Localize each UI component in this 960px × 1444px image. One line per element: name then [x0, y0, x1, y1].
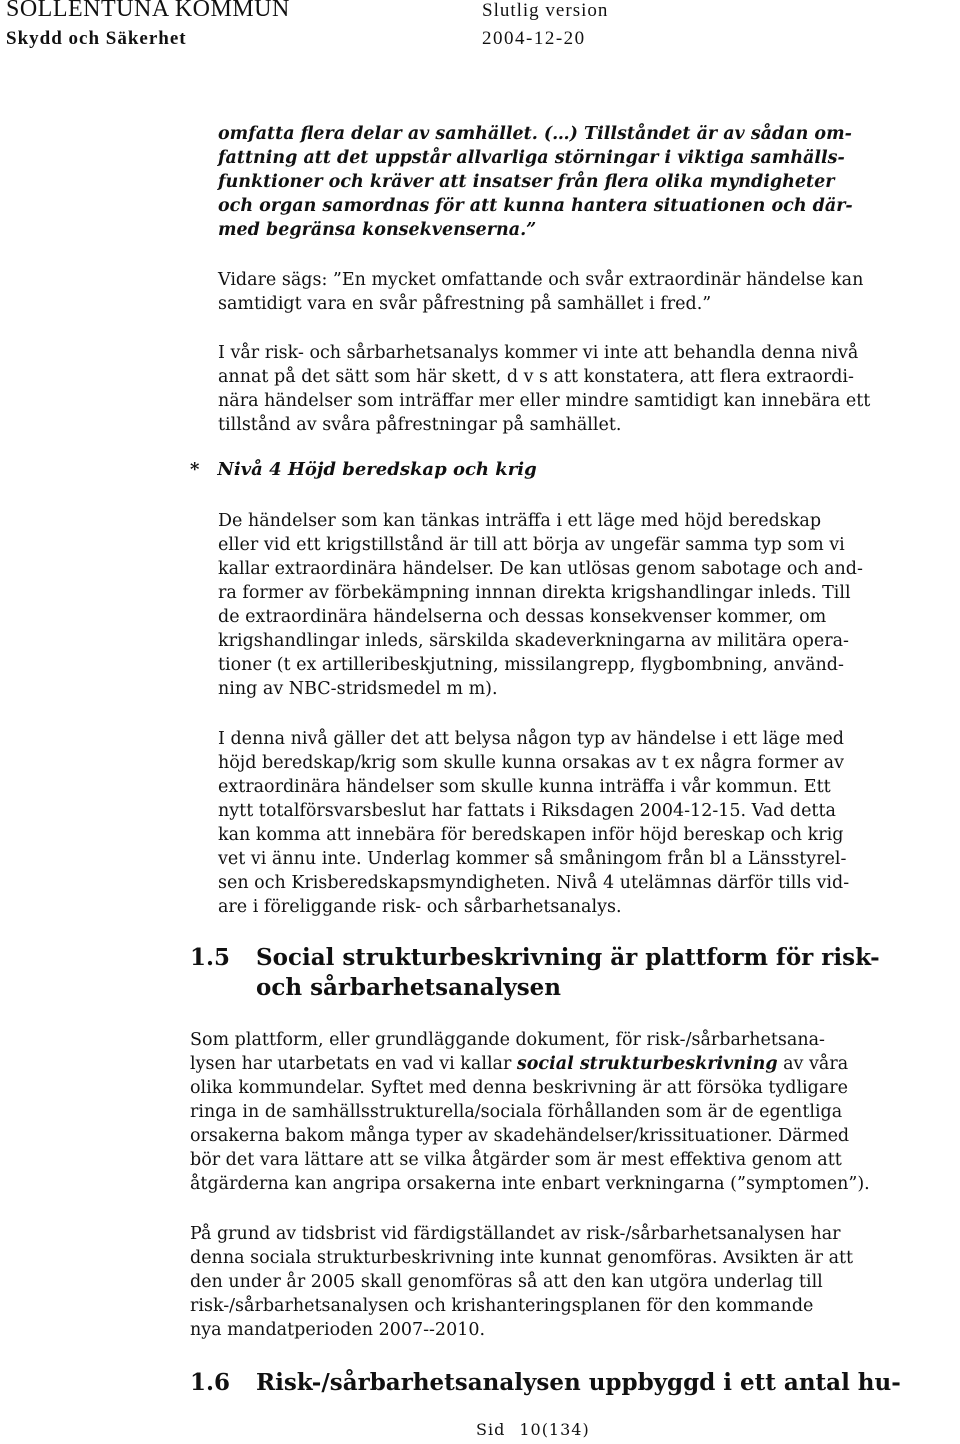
department-name: Skydd och Säkerhet — [6, 28, 187, 49]
text-line: och organ samordnas för att kunna hantera situationen och där- — [218, 196, 853, 216]
organization-name: SOLLENTUNA KOMMUN — [6, 0, 290, 22]
text-line: orsakerna bakom många typer av skadehändelser/krissituationer. Därmed — [190, 1126, 850, 1146]
text-line: fattning att det uppstår allvarliga störningar i viktiga samhälls- — [218, 148, 845, 168]
text-line: lysen har utarbetats en vad vi kallar social strukturbeskrivning av våra — [190, 1054, 849, 1074]
subheading-text: Nivå 4 Höjd beredskap och krig — [217, 459, 537, 480]
emphasis-term: social strukturbeskrivning — [516, 1054, 778, 1074]
section-title-cont: och sårbarhetsanalysen — [256, 974, 562, 1001]
quote-paragraph — [218, 122, 853, 242]
text-line: olika kommundelar. Syftet med denna beskrivning är att försöka tydligare — [190, 1078, 848, 1098]
text-line: tioner (t ex artilleribeskjutning, missilangrepp, flygbombning, använd- — [218, 655, 844, 675]
text-line: nära händelser som inträffar mer eller mindre samtidigt kan innebära ett — [218, 391, 871, 411]
text-line: På grund av tidsbrist vid färdigställandet av risk-/sårbarhetsanalysen har — [190, 1224, 841, 1244]
text-line: nytt totalförsvarsbeslut har fattats i Riksdagen 2004-12-15. Vad detta — [218, 801, 836, 821]
text-line: åtgärderna kan angripa orsakerna inte enbart verkningarna (”symptomen”). — [190, 1174, 870, 1194]
text-line: ning av NBC-stridsmedel m m). — [218, 679, 498, 699]
section-number: 1.6 — [190, 1369, 231, 1396]
text-line: ra former av förbekämpning innnan direkta krigshandlingar inleds. Till — [218, 583, 851, 603]
paragraph-vidare — [218, 268, 863, 316]
text-line: ringa in de samhällsstrukturella/sociala förhållanden som är de egentliga — [190, 1102, 843, 1122]
section-number: 1.5 — [190, 944, 231, 971]
text-line: Vidare sägs: ”En mycket omfattande och svår extraordinär händelse kan — [218, 270, 864, 290]
text-line: tillstånd av svåra påfrestningar på samhället. — [218, 415, 622, 435]
paragraph-plattform — [190, 1028, 870, 1196]
section-1-5-heading — [190, 943, 880, 1003]
text-line: I vår risk- och sårbarhetsanalys kommer vi inte att behandla denna nivå — [218, 343, 859, 363]
text-line: denna sociala strukturbeskrivning inte kunnat genomföras. Avsikten är att — [190, 1248, 854, 1268]
paragraph-denna-niva — [218, 727, 849, 919]
bullet-star: * — [190, 459, 200, 480]
document-version: Slutlig version — [482, 0, 609, 21]
text-line: De händelser som kan tänkas inträffa i ett läge med höjd beredskap — [218, 511, 822, 531]
text-line: krigshandlingar inleds, särskilda skadeverkningarna av militära opera- — [218, 631, 849, 651]
text-line: risk-/sårbarhetsanalysen och krishanteringsplanen för den kommande — [190, 1296, 814, 1316]
text-line: I denna nivå gäller det att belysa någon typ av händelse i ett läge med — [218, 729, 844, 749]
section-title: Risk-/sårbarhetsanalysen uppbyggd i ett antal hu- — [256, 1369, 901, 1396]
text-line: samtidigt vara en svår påfrestning på samhället i fred.” — [218, 294, 712, 314]
text-line: kan komma att innebära för beredskapen inför höjd bereskap och krig — [218, 825, 844, 845]
text-line: nya mandatperioden 2007--2010. — [190, 1320, 486, 1340]
text-line: den under år 2005 skall genomföras så att den kan utgöra underlag till — [190, 1272, 823, 1292]
page-number: 10(134) — [519, 1420, 590, 1439]
page-footer — [476, 1420, 590, 1439]
text-line: de extraordinära händelserna och dessas konsekvenser kommer, om — [218, 607, 827, 627]
text-line: extraordinära händelser som skulle kunna inträffa i vår kommun. Ett — [218, 777, 831, 797]
paragraph-risk-analys — [218, 341, 870, 437]
text-line: Som plattform, eller grundläggande dokument, för risk-/sårbarhetsana- — [190, 1030, 825, 1050]
level-4-subheading — [190, 459, 537, 480]
text-line: bör det vara lättare att se vilka åtgärder som är mest effektiva genom att — [190, 1150, 842, 1170]
text-line: eller vid ett krigstillstånd är till att börja av ungefär samma typ som vi — [218, 535, 845, 555]
text-line: sen och Krisberedskapsmyndigheten. Nivå 4 utelämnas därför tills vid- — [218, 873, 850, 893]
paragraph-handelser — [218, 509, 863, 701]
paragraph-tidsbrist — [190, 1222, 853, 1342]
text-line: are i föreliggande risk- och sårbarhetsanalys. — [218, 897, 622, 917]
text-line: funktioner och kräver att insatser från flera olika myndigheter — [218, 172, 835, 192]
section-title: Social strukturbeskrivning är plattform för risk- — [256, 944, 880, 971]
document-date: 2004-12-20 — [482, 28, 586, 49]
page-label: Sid — [476, 1420, 506, 1439]
text-line: kallar extraordinära händelser. De kan utlösas genom sabotage och and- — [218, 559, 863, 579]
page-header — [6, 0, 956, 60]
text-line: höjd beredskap/krig som skulle kunna orsakas av t ex några former av — [218, 753, 844, 773]
section-1-6-heading — [190, 1368, 901, 1398]
text-line: omfatta flera delar av samhället. (…) Tillståndet är av sådan om- — [218, 124, 852, 144]
text-line: vet vi ännu inte. Underlag kommer så småningom från bl a Länsstyrel- — [218, 849, 847, 869]
text-line: annat på det sätt som här skett, d v s att konstatera, att flera extraordi- — [218, 367, 854, 387]
text-line: med begränsa konsekvenserna.” — [218, 220, 537, 240]
